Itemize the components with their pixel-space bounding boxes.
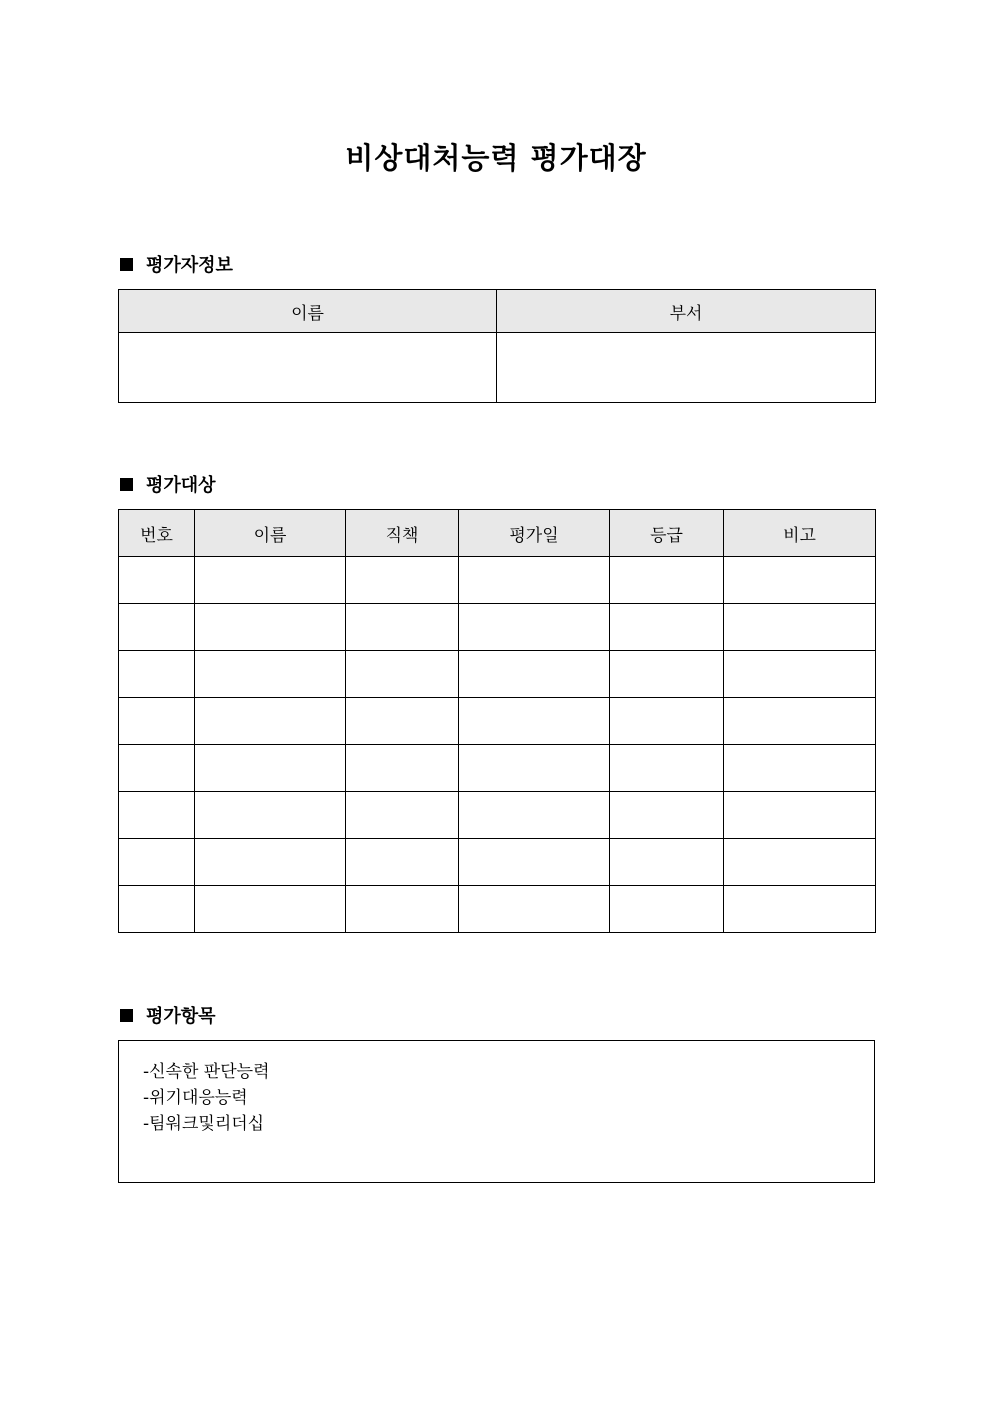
table-cell[interactable] xyxy=(610,886,724,933)
section-heading-label: 평가대상 xyxy=(146,475,216,496)
table-row xyxy=(119,333,876,403)
table-cell[interactable] xyxy=(459,745,610,792)
table-cell[interactable] xyxy=(459,698,610,745)
column-header-name: 이름 xyxy=(195,510,346,557)
evaluator-name-cell[interactable] xyxy=(119,333,497,403)
square-bullet-icon xyxy=(120,478,133,491)
table-cell[interactable] xyxy=(195,886,346,933)
column-header-position: 직책 xyxy=(346,510,459,557)
table-row xyxy=(119,604,876,651)
section-heading-targets xyxy=(118,471,216,497)
column-header-number: 번호 xyxy=(119,510,195,557)
square-bullet-icon xyxy=(120,258,133,271)
table-cell[interactable] xyxy=(346,886,459,933)
table-cell[interactable] xyxy=(459,839,610,886)
table-row xyxy=(119,792,876,839)
table-cell[interactable] xyxy=(459,604,610,651)
table-cell[interactable] xyxy=(724,604,876,651)
table-cell[interactable] xyxy=(119,604,195,651)
table-cell[interactable] xyxy=(119,839,195,886)
table-cell[interactable] xyxy=(459,886,610,933)
table-cell[interactable] xyxy=(346,698,459,745)
table-cell[interactable] xyxy=(195,604,346,651)
table-row xyxy=(119,651,876,698)
table-cell[interactable] xyxy=(119,792,195,839)
table-cell[interactable] xyxy=(724,698,876,745)
table-cell[interactable] xyxy=(346,839,459,886)
table-cell[interactable] xyxy=(119,745,195,792)
table-cell[interactable] xyxy=(195,698,346,745)
table-cell[interactable] xyxy=(119,557,195,604)
section-heading-label: 평가항목 xyxy=(146,1006,216,1027)
square-bullet-icon xyxy=(120,1009,133,1022)
list-item: -신속한 판단능력 xyxy=(143,1062,270,1082)
document-title: 비상대처능력 평가대장 xyxy=(345,141,647,175)
table-cell[interactable] xyxy=(119,886,195,933)
table-cell[interactable] xyxy=(346,557,459,604)
table-cell[interactable] xyxy=(724,557,876,604)
table-cell[interactable] xyxy=(195,792,346,839)
table-cell[interactable] xyxy=(610,792,724,839)
table-cell[interactable] xyxy=(195,839,346,886)
table-row xyxy=(119,745,876,792)
table-cell[interactable] xyxy=(119,698,195,745)
column-header-name: 이름 xyxy=(119,290,497,333)
column-header-grade: 등급 xyxy=(610,510,724,557)
table-cell[interactable] xyxy=(610,557,724,604)
table-cell[interactable] xyxy=(724,651,876,698)
table-cell[interactable] xyxy=(459,792,610,839)
table-cell[interactable] xyxy=(346,651,459,698)
table-cell[interactable] xyxy=(610,604,724,651)
table-cell[interactable] xyxy=(610,839,724,886)
table-cell[interactable] xyxy=(346,745,459,792)
table-cell[interactable] xyxy=(195,651,346,698)
table-cell[interactable] xyxy=(119,651,195,698)
table-header-row xyxy=(119,290,876,333)
table-cell[interactable] xyxy=(610,745,724,792)
table-row xyxy=(119,698,876,745)
column-header-department: 부서 xyxy=(497,290,876,333)
table-cell[interactable] xyxy=(459,651,610,698)
column-header-date: 평가일 xyxy=(459,510,610,557)
section-heading-evaluator xyxy=(118,251,233,277)
table-cell[interactable] xyxy=(724,792,876,839)
list-item: -위기대응능력 xyxy=(143,1088,248,1108)
table-cell[interactable] xyxy=(459,557,610,604)
section-heading-items xyxy=(118,1002,216,1028)
table-row xyxy=(119,839,876,886)
table-cell[interactable] xyxy=(346,604,459,651)
evaluation-target-table xyxy=(118,509,876,933)
table-cell[interactable] xyxy=(610,651,724,698)
evaluator-department-cell[interactable] xyxy=(497,333,876,403)
evaluation-items-box xyxy=(118,1040,875,1183)
table-cell[interactable] xyxy=(195,745,346,792)
table-cell[interactable] xyxy=(610,698,724,745)
table-cell[interactable] xyxy=(346,792,459,839)
evaluation-items-list xyxy=(119,1041,874,1137)
column-header-remarks: 비고 xyxy=(724,510,876,557)
table-header-row xyxy=(119,510,876,557)
table-row xyxy=(119,557,876,604)
evaluator-info-table xyxy=(118,289,876,403)
table-cell[interactable] xyxy=(195,557,346,604)
table-cell[interactable] xyxy=(724,839,876,886)
table-cell[interactable] xyxy=(724,886,876,933)
section-heading-label: 평가자정보 xyxy=(146,255,233,276)
list-item: -팀워크및리더십 xyxy=(143,1114,265,1134)
table-row xyxy=(119,886,876,933)
table-cell[interactable] xyxy=(724,745,876,792)
